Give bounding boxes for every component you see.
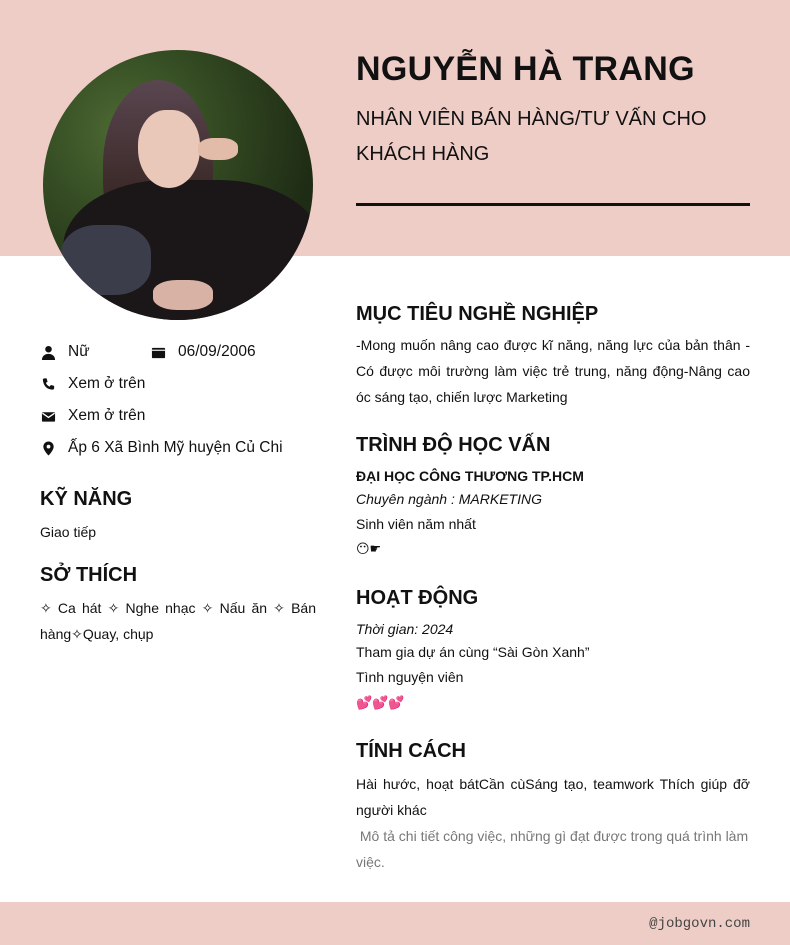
activities-heading: HOẠT ĐỘNG [356, 587, 479, 609]
objective-text: -Mong muốn nâng cao được kĩ năng, năng lực của bản thân -Có được môi trường làm việc trẻ trung, năng động-Nâng cao óc sáng tạo, chiến lược Marketing [356, 337, 750, 405]
hobbies-heading: SỞ THÍCH [40, 564, 138, 586]
birthday-row [150, 343, 256, 361]
hobbies-text: ✧ Ca hát ✧ Nghe nhạc ✧ Nấu ăn ✧ Bán hàng✧Quay, chụp [40, 600, 316, 642]
phone-value: Xem ở trên [68, 375, 146, 392]
calendar-icon [150, 344, 166, 360]
education-emoji: 😶☛ [356, 542, 382, 557]
birthday-value: 06/09/2006 [178, 343, 256, 360]
footer-brand: @jobgovn.com [649, 916, 750, 932]
activity-line-1: Tham gia dự án cùng “Sài Gòn Xanh” [356, 644, 590, 660]
activity-line-2: Tình nguyện viên [356, 669, 464, 685]
candidate-name: NGUYỄN HÀ TRANG [356, 50, 695, 88]
skills-text: Giao tiếp [40, 524, 97, 540]
job-title: NHÂN VIÊN BÁN HÀNG/TƯ VẤN CHO KHÁCH HÀNG [356, 108, 707, 165]
personality-heading: TÍNH CÁCH [356, 740, 466, 762]
title-divider [356, 203, 750, 206]
personality-text: Hài hước, hoạt bátCần cùSáng tạo, teamwork Thích giúp đỡ người khác [356, 776, 750, 818]
address-value: Ấp 6 Xã Bình Mỹ huyện Củ Chi [68, 439, 283, 456]
education-status: Sinh viên năm nhất [356, 516, 476, 532]
school-name: ĐẠI HỌC CÔNG THƯƠNG TP.HCM [356, 468, 584, 484]
gender-row [40, 343, 90, 361]
education-heading: TRÌNH ĐỘ HỌC VẤN [356, 434, 551, 456]
person-icon [40, 344, 56, 360]
personality-placeholder: Mô tả chi tiết công việc, những gì đạt được trong quá trình làm việc. [356, 828, 753, 870]
activity-emoji: 💕💕💕 [356, 696, 405, 711]
email-row [40, 407, 145, 425]
skills-heading: KỸ NĂNG [40, 488, 133, 510]
activity-time: Thời gian: 2024 [356, 621, 454, 637]
envelope-icon [40, 408, 56, 424]
address-row [40, 439, 283, 457]
phone-row [40, 375, 145, 393]
location-pin-icon [40, 440, 56, 456]
email-value: Xem ở trên [68, 407, 146, 424]
phone-icon [40, 376, 56, 392]
objective-heading: MỤC TIÊU NGHỀ NGHIỆP [356, 303, 599, 325]
profile-photo [43, 50, 313, 320]
gender-value: Nữ [68, 343, 90, 360]
education-major: Chuyên ngành : MARKETING [356, 491, 542, 507]
